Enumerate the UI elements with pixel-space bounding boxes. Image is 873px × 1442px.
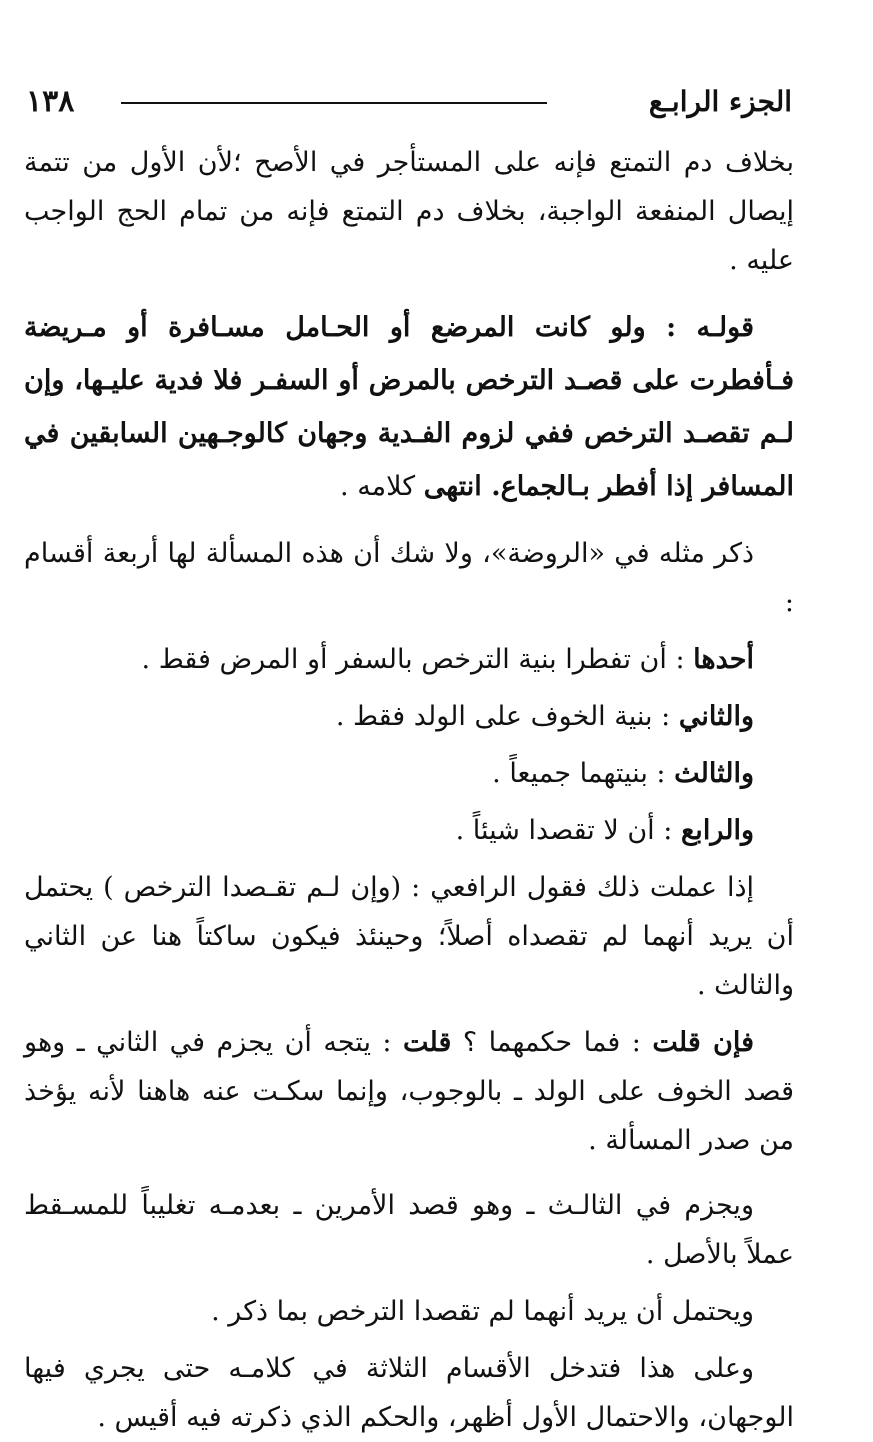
paragraph-text: ذكر مثله في «الروضة»، ولا شك أن هذه المسألة لها أربعة أقسام : xyxy=(24,538,794,618)
paragraph-text: ويحتمل أن يريد أنهما لم تقصدا الترخص بما ذكر . xyxy=(211,1296,754,1327)
division-label: والرابع xyxy=(680,815,754,846)
question-text: : فما حكمهما ؟ xyxy=(451,1027,653,1058)
paragraph-1 xyxy=(24,138,794,285)
division-label: والثاني xyxy=(678,701,754,732)
paragraph-9 xyxy=(24,1018,794,1165)
quote-lead: قولـه : xyxy=(645,312,755,343)
division-item-4 xyxy=(24,806,794,855)
paragraph-12 xyxy=(24,1344,794,1442)
division-text: : أن تفطرا بنية الترخص بالسفر أو المرض فقط . xyxy=(141,644,694,675)
page-header xyxy=(26,82,792,126)
paragraph-text: بخلاف دم التمتع فإنه على المستأجر في الأصح ؛لأن الأول من تتمة إيصال المنفعة الواجبة، بخلاف دم التمتع فإنه من تمام الحج الواجب عليه . xyxy=(24,147,794,276)
question-label: فإن قلت xyxy=(652,1027,754,1058)
paragraph-3 xyxy=(24,529,794,627)
page-body xyxy=(24,138,794,1442)
division-text: : بنية الخوف على الولد فقط . xyxy=(335,701,679,732)
division-item-3 xyxy=(24,749,794,798)
quote-text: ولو كانت المرضع أو الحـامل مسـافرة أو مـريضة فـأفطرت على قصـد الترخص بالمرض أو السفـر فلا فدية عليـها، وإن لـم تقصـد الترخص ففي لزوم الفـدية وجهان كالوجـهين السابقين في المسافر إذا أفطر بـالجماع. انتهى xyxy=(24,312,794,502)
paragraph-text: وعلى هذا فتدخل الأقسام الثلاثة في كلامـه حتى يجري فيها الوجهان، والاحتمال الأول أظهر، والحكم الذي ذكرته فيه أقيس . xyxy=(24,1353,794,1433)
running-title: الجزء الرابـع xyxy=(648,85,792,118)
division-text: : بنيتهما جميعاً . xyxy=(492,758,675,789)
quote-tail: كلامه . xyxy=(340,471,424,502)
page-number: ١٣٨ xyxy=(26,84,75,119)
paragraph-10 xyxy=(24,1181,794,1279)
division-text: : أن لا تقصدا شيئاً . xyxy=(455,815,681,846)
paragraph-8 xyxy=(24,863,794,1010)
answer-text: : يتجه أن يجزم في الثاني ـ وهو قصد الخوف على الولد ـ بالوجوب، وإنما سكـت عنه هاهنا لأنه يؤخذ من صدر المسألة . xyxy=(24,1027,794,1156)
division-item-2 xyxy=(24,692,794,741)
paragraph-text: إذا عملت ذلك فقول الرافعي : (وإن لـم تقـصدا الترخص ) يحتمل أن يريد أنهما لم تقصداه أصلاً؛ وحينئذ فيكون ساكتاً هنا عن الثاني والثالث . xyxy=(24,872,794,1001)
paragraph-11 xyxy=(24,1287,794,1336)
header-rule xyxy=(121,102,547,104)
answer-label: قلت xyxy=(403,1027,452,1058)
paragraph-text: ويجزم في الثالـث ـ وهو قصد الأمرين ـ بعدمـه تغليباً للمسـقط عملاً بالأصل . xyxy=(24,1190,794,1270)
division-item-1 xyxy=(24,635,794,684)
division-label: والثالث xyxy=(674,758,754,789)
division-label: أحدها xyxy=(693,644,754,675)
quoted-passage xyxy=(24,301,794,513)
